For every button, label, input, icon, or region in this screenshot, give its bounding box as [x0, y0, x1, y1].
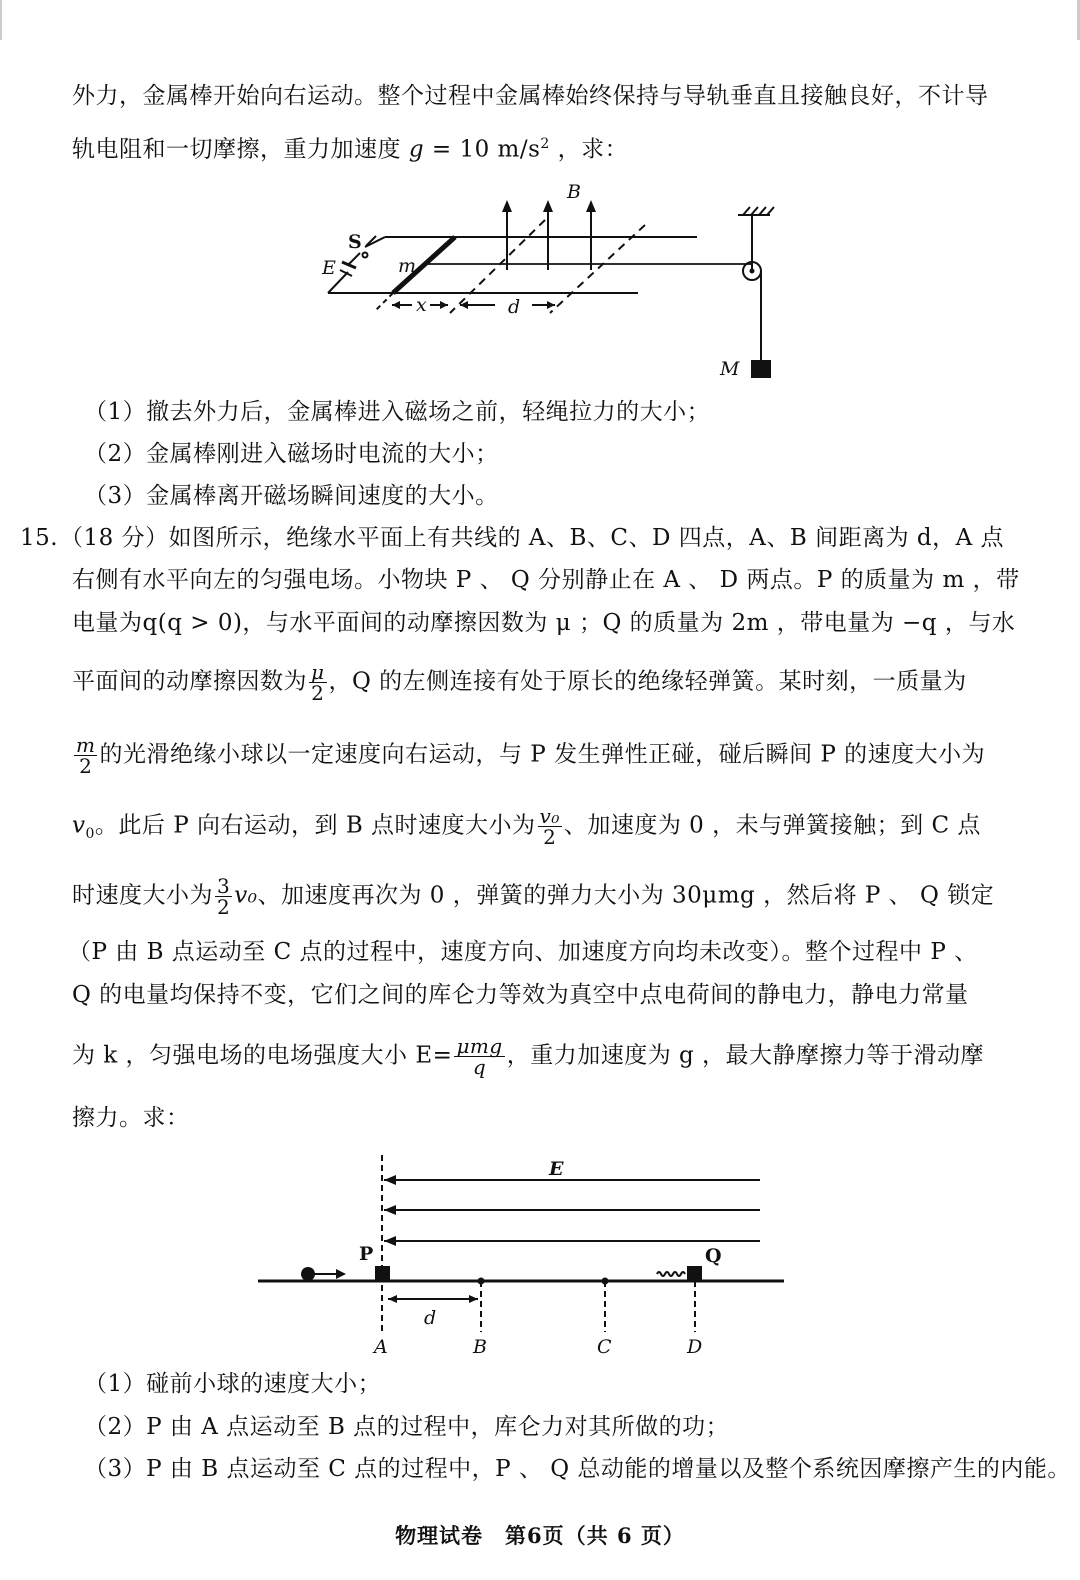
label-P: P: [359, 1243, 374, 1265]
q15-line-7: [72, 876, 994, 917]
frac-m-2: [74, 735, 97, 776]
frac-mu-num: μ: [311, 660, 325, 684]
q14-sup: 2: [540, 136, 550, 152]
q15-line-3: 电量为q(q > 0)，与水平面间的动摩擦因数为 μ ；Q 的质量为 2m ，带电量为 −q ，与水: [72, 610, 1016, 636]
frac-E-den: q: [472, 1055, 487, 1079]
q15-sub-2: （2）P 由 A 点运动至 B 点的过程中，库仑力对其所做的功；: [84, 1414, 730, 1440]
frac-v0-den: 2: [543, 825, 557, 849]
scan-edge: [0, 0, 2, 40]
frac-E-num: μmg: [456, 1034, 503, 1058]
q14-g: g: [408, 136, 425, 163]
small-ball: [301, 1267, 315, 1281]
label-B: B: [567, 181, 581, 203]
q15-line-9: Q 的电量均保持不变，它们之间的库仑力等效为真空中点电荷间的静电力，静电力常量: [72, 982, 969, 1008]
q14-line-2-a: 轨电阻和一切摩擦，重力加速度: [72, 136, 409, 163]
q15-l7-v: v₀: [234, 882, 258, 909]
block-Q: [687, 1266, 702, 1281]
block-P: [375, 1266, 390, 1281]
q15-l6-b: 。此后 P 向右运动，到 B 点时速度大小为: [94, 812, 536, 839]
q15-sub-3: （3）P 由 B 点运动至 C 点的过程中，P 、 Q 总动能的增量以及整个系统因摩擦产生的内能。: [84, 1456, 1071, 1482]
q15-l4-a: 平面间的动摩擦因数为: [72, 668, 307, 695]
label-S: S: [348, 231, 362, 253]
label-d: d: [508, 296, 521, 318]
q14-eq: = 10 m/s: [424, 136, 541, 163]
q15-line-11: 擦力。求：: [72, 1105, 190, 1131]
q14-line-2: [72, 128, 628, 166]
q14-sub-1: （1）撤去外力后，金属棒进入磁场之前，轻绳拉力的大小；: [84, 399, 711, 425]
label-C: C: [597, 1336, 612, 1358]
q15-l5-b: 的光滑绝缘小球以一定速度向右运动，与 P 发生弹性正碰，碰后瞬间 P 的速度大小为: [99, 741, 986, 768]
mass-block: [751, 360, 771, 378]
q15-line-5: [72, 735, 985, 776]
label-x: x: [416, 294, 427, 316]
label-A: A: [374, 1336, 388, 1358]
q15-l7-b: 、加速度再次为 0 ，弹簧的弹力大小为 30μmg ，然后将 P 、 Q 锁定: [257, 882, 995, 909]
q15-line-2: 右侧有水平向左的匀强电场。小物块 P 、 Q 分别静止在 A 、 D 两点。P 的质量为 m ，带: [72, 567, 1020, 593]
q15-line-8: （P 由 B 点运动至 C 点的过程中，速度方向、加速度方向均未改变）。整个过程中 P 、: [68, 939, 978, 965]
q15-line-10: [72, 1036, 984, 1077]
frac-m-den: 2: [79, 754, 93, 778]
frac-3-2: [215, 876, 232, 917]
q15-l10-b: ，重力加速度为 g ，最大静摩擦力等于滑动摩: [506, 1042, 985, 1069]
frac-m-num: m: [76, 733, 96, 757]
frac-E: [454, 1036, 504, 1077]
q15-line-1: （18 分）如图所示，绝缘水平面上有共线的 A、B、C、D 四点，A、B 间距离为 d，A 点: [60, 525, 1005, 551]
q14-sub-2: （2）金属棒刚进入磁场时电流的大小；: [84, 441, 499, 467]
q14-sub-3: （3）金属棒离开磁场瞬间速度的大小。: [84, 483, 499, 509]
q15-l6-c: 、加速度为 0 ，未与弹簧接触；到 C 点: [563, 812, 981, 839]
field-figure: [250, 1150, 795, 1365]
q14-line-1: 外力，金属棒开始向右运动。整个过程中金属棒始终保持与导轨垂直且接触良好，不计导: [72, 83, 989, 109]
frac-mu-2: [309, 662, 327, 703]
q15-l7-a: 时速度大小为: [72, 882, 213, 909]
q15-l4-b: ，Q 的左侧连接有处于原长的绝缘轻弹簧。某时刻，一质量为: [328, 668, 967, 695]
label-m: m: [398, 255, 417, 277]
q15-v-sub: 0: [85, 826, 95, 843]
q15-l10-a: 为 k ，匀强电场的电场强度大小 E=: [72, 1042, 453, 1069]
q14-line-2-b: ，求：: [549, 136, 629, 163]
frac-v0-2: [538, 806, 562, 847]
page-footer: 物理试卷 第6页（共 6 页）: [395, 1523, 685, 1548]
q15-number: 15.: [20, 525, 59, 551]
q15-line-6: [72, 806, 981, 850]
q15-sub-1: （1）碰前小球的速度大小；: [84, 1371, 382, 1397]
label-D: D: [687, 1336, 703, 1358]
q15-line-4: [72, 662, 967, 703]
frac-mu-den: 2: [311, 681, 325, 705]
label-E: E: [322, 257, 336, 279]
frac-3-num: 3: [217, 874, 231, 898]
label-M: M: [720, 358, 740, 380]
label-Q: Q: [705, 1245, 722, 1267]
label-E2: E: [549, 1158, 564, 1180]
label-B2: B: [473, 1336, 487, 1358]
rail-figure: [300, 170, 800, 385]
q15-v: v: [72, 812, 86, 839]
frac-v0-num: v₀: [539, 804, 560, 828]
frac-3-den: 2: [217, 895, 231, 919]
label-d2: d: [424, 1307, 437, 1329]
